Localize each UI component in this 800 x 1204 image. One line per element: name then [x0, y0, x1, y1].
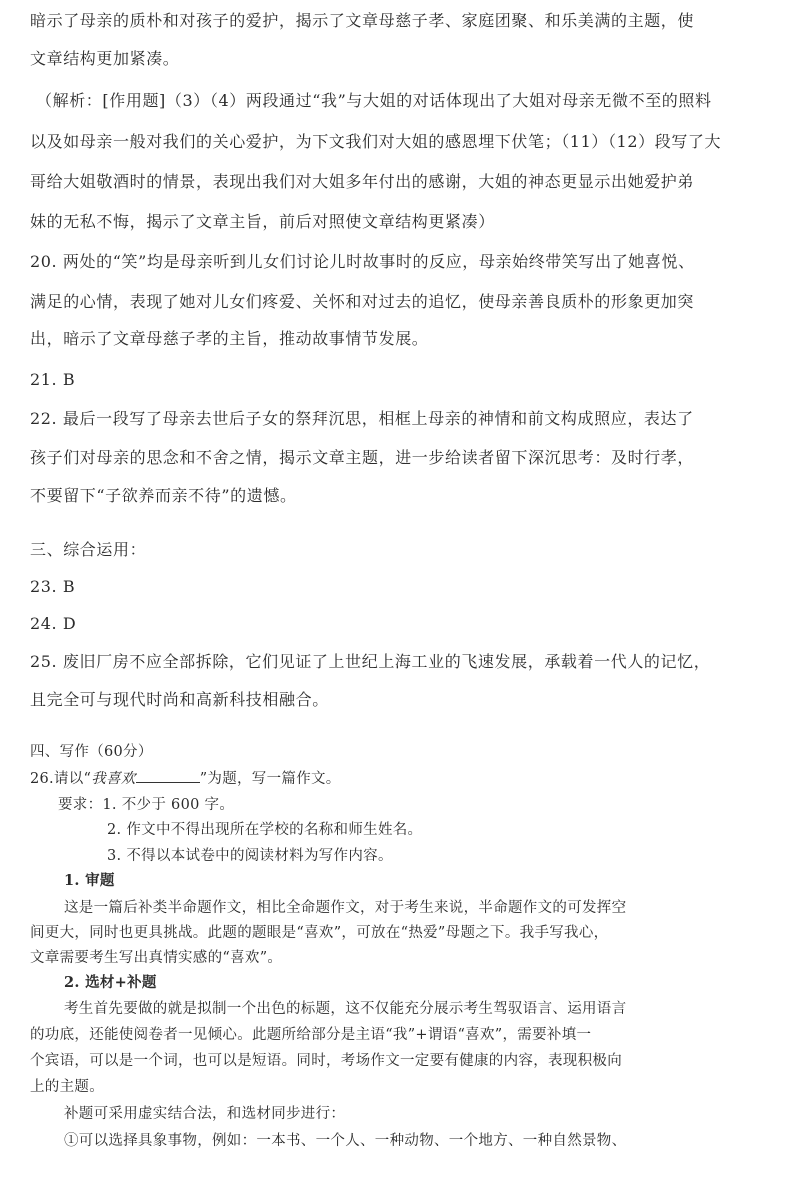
requirement-1: 要求：1. 不少于 600 字。: [58, 797, 235, 813]
answer-20-line: 出，暗示了文章母慈子孝的主旨，推动故事情节发展。: [30, 329, 429, 348]
analysis-line: 哥给大姐敬酒时的情景，表现出我们对大姐多年付出的感谢，大姐的神态更显示出她爱护弟: [30, 172, 695, 191]
subheading-material: 2. 选材+补题: [64, 974, 157, 991]
section-heading: 四、写作（60分）: [30, 744, 153, 760]
answer-20-line: 满足的心情，表现了她对儿女们疼爱、关怀和对过去的追忆，使母亲善良质朴的形象更加突: [30, 292, 695, 311]
answer-25-line: 25. 废旧厂房不应全部拆除，它们见证了上世纪上海工业的飞速发展，承载着一代人的记忆，: [30, 652, 711, 671]
requirement-3: 3. 不得以本试卷中的阅读材料为写作内容。: [107, 848, 393, 864]
material-line: 的功底，还能使阅卷者一见倾心。此题所给部分是主语“我”+谓语“喜欢”，需要补填一: [30, 1027, 592, 1043]
answer-24: 24. D: [30, 614, 77, 633]
answer-21: 21. B: [30, 370, 76, 389]
paragraph-line: 暗示了母亲的质朴和对孩子的爱护，揭示了文章母慈子孝、家庭团聚、和乐美满的主题，使: [30, 11, 695, 30]
material-line: 上的主题。: [30, 1079, 104, 1095]
question-suffix: ”为题，写一篇作文。: [199, 771, 341, 787]
section-heading: 三、综合运用：: [30, 540, 147, 559]
material-line: 考生首先要做的就是拟制一个出色的标题，这不仅能充分展示考生驾驭语言、运用语言: [64, 1001, 627, 1017]
fill-in-blank: [136, 768, 200, 783]
material-line: 个宾语，可以是一个词，也可以是短语。同时，考场作文一定要有健康的内容，表现积极向: [30, 1053, 622, 1069]
paragraph-line: 文章结构更加紧凑。: [30, 49, 180, 68]
analysis-line: 妹的无私不悔，揭示了文章主旨，前后对照使文章结构更紧凑）: [30, 212, 495, 231]
answer-22-line: 不要留下“子欲养而亲不待”的遗憾。: [30, 486, 297, 505]
answer-25-line: 且完全可与现代时尚和高新科技相融合。: [30, 690, 329, 709]
analysis-line: 以及如母亲一般对我们的关心爱护，为下文我们对大姐的感恩埋下伏笔；（11）（12）段写了大: [30, 132, 722, 151]
analysis-line: （解析：[作用题]（3）（4）两段通过“我”与大姐的对话体现出了大姐对母亲无微不至的照料: [36, 91, 712, 110]
requirement-2: 2. 作文中不得出现所在学校的名称和师生姓名。: [107, 822, 423, 838]
review-line: 间更大，同时也更具挑战。此题的题眼是“喜欢”，可放在“热爱”母题之下。我手写我心，: [30, 925, 609, 941]
question-prefix: 26.请以“: [30, 771, 92, 787]
question-topic: 我喜欢: [91, 771, 136, 787]
review-line: 这是一篇后补类半命题作文，相比全命题作文，对于考生来说，半命题作文的可发挥空: [64, 900, 627, 916]
answer-23: 23. B: [30, 577, 76, 596]
answer-22-line: 22. 最后一段写了母亲去世后子女的祭拜沉思，相框上母亲的神情和前文构成照应，表达了: [30, 409, 694, 428]
material-line: ①可以选择具象事物，例如：一本书、一个人、一种动物、一个地方、一种自然景物、: [64, 1133, 627, 1149]
review-line: 文章需要考生写出真情实感的“喜欢”。: [30, 950, 283, 966]
question-26: [30, 768, 341, 789]
answer-22-line: 孩子们对母亲的思念和不舍之情，揭示文章主题，进一步给读者留下深沉思考：及时行孝，: [30, 448, 695, 467]
material-line: 补题可采用虚实结合法，和选材同步进行：: [64, 1106, 346, 1122]
answer-20-line: 20. 两处的“笑”均是母亲听到儿女们讨论儿时故事时的反应，母亲始终带笑写出了她喜悦、: [30, 252, 695, 271]
subheading-review: 1. 审题: [64, 872, 115, 889]
